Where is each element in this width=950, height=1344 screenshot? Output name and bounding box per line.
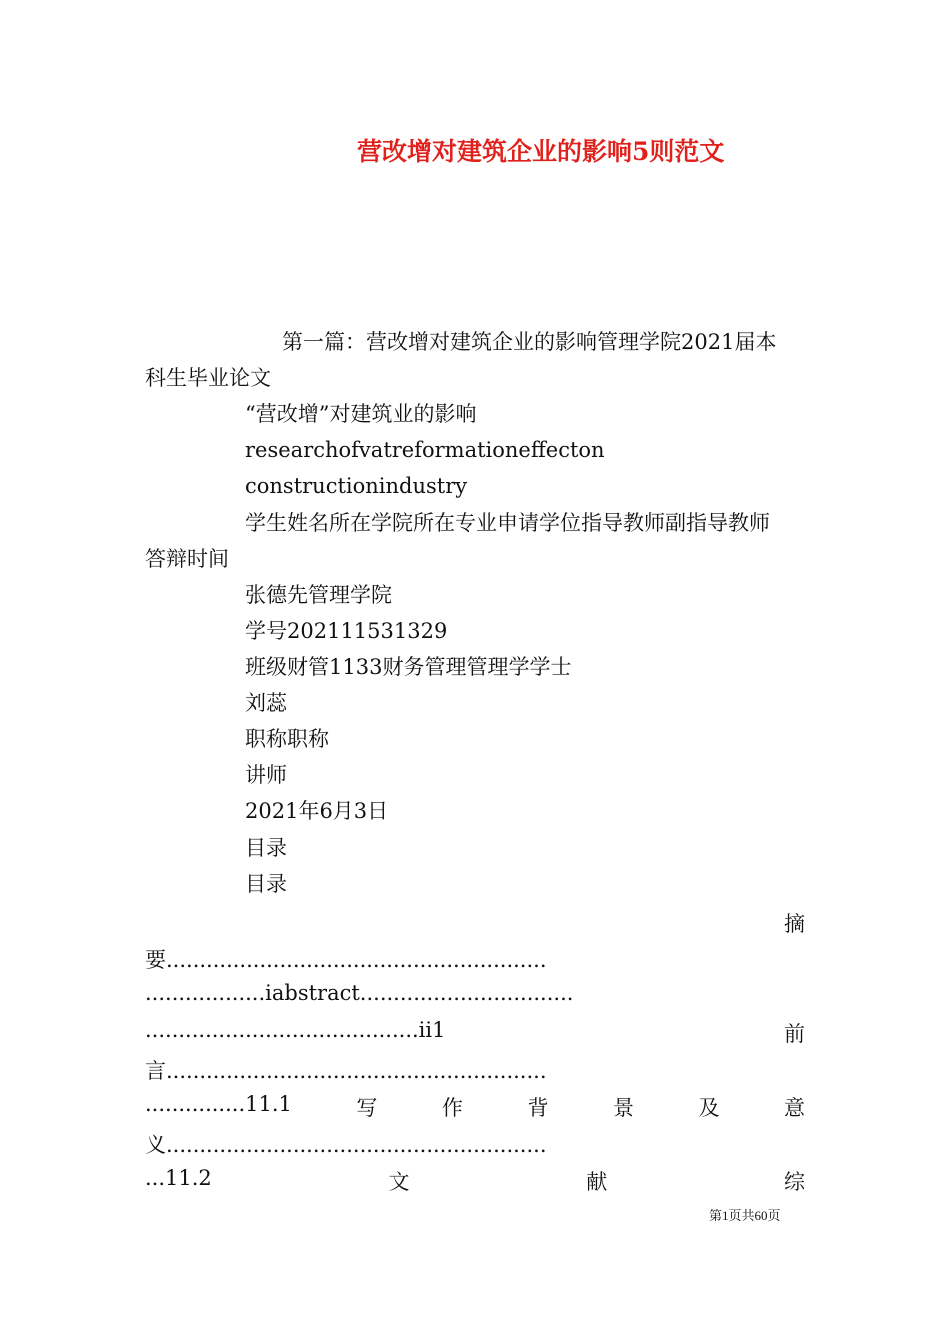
thesis-title-cn: “营改增”对建筑业的影响 <box>245 402 477 426</box>
toc-word: 写 <box>356 1096 378 1120</box>
toc-word: 献 <box>586 1170 608 1194</box>
toc-preface-left: .........................................ii1 <box>145 1018 446 1042</box>
student-id: 学号202111531329 <box>245 619 448 643</box>
toc-word: 背 <box>527 1096 549 1120</box>
student-college: 张德先管理学院 <box>245 583 392 607</box>
toc-word: 及 <box>698 1096 720 1120</box>
thesis-title-en: constructionindustry <box>245 474 468 498</box>
fields-line: 答辩时间 <box>145 547 229 571</box>
toc-sec12-left: ...11.2 <box>145 1166 212 1190</box>
advisor: 刘蕊 <box>245 691 287 715</box>
toc-word: 文 <box>388 1170 410 1194</box>
paragraph-line: 科生毕业论文 <box>145 366 271 390</box>
thesis-title-en: researchofvatreformationeffecton <box>245 438 605 462</box>
toc-preface-line: 言......................................................... <box>145 1059 547 1083</box>
toc-word: 景 <box>612 1096 634 1120</box>
document-title: 营改增对建筑企业的影响5则范文 <box>357 137 725 166</box>
toc-heading: 目录 <box>245 836 287 860</box>
fields-line: 学生姓名所在学院所在专业申请学位指导教师副指导教师 <box>245 511 770 535</box>
toc-word: 综 <box>784 1170 805 1194</box>
advisor-title: 讲师 <box>245 763 287 787</box>
paragraph-line: 第一篇：营改增对建筑企业的影响管理学院2021届本 <box>282 330 777 354</box>
date: 2021年6月3日 <box>245 799 389 823</box>
page-footer: 第1页共60页 <box>709 1208 781 1223</box>
class-major-degree: 班级财管1133财务管理管理学学士 <box>245 655 572 679</box>
toc-sec12-row <box>145 1166 805 1196</box>
toc-word: 作 <box>441 1096 463 1120</box>
toc-word: 意 <box>783 1096 805 1120</box>
toc-abstract-char: 摘 <box>784 912 805 936</box>
toc-abstract-line: 要......................................................... <box>145 948 547 972</box>
title-label: 职称职称 <box>245 727 329 751</box>
toc-sec11-line: 义......................................................... <box>145 1133 547 1157</box>
toc-sec11-left: ...............11.1 <box>145 1092 292 1116</box>
toc-preface-row <box>145 1018 805 1048</box>
toc-sec11-row <box>145 1092 805 1122</box>
toc-preface-char: 前 <box>784 1022 805 1046</box>
toc-heading: 目录 <box>245 872 287 896</box>
toc-abstract-en-line: ..................iabstract................................ <box>145 981 574 1005</box>
